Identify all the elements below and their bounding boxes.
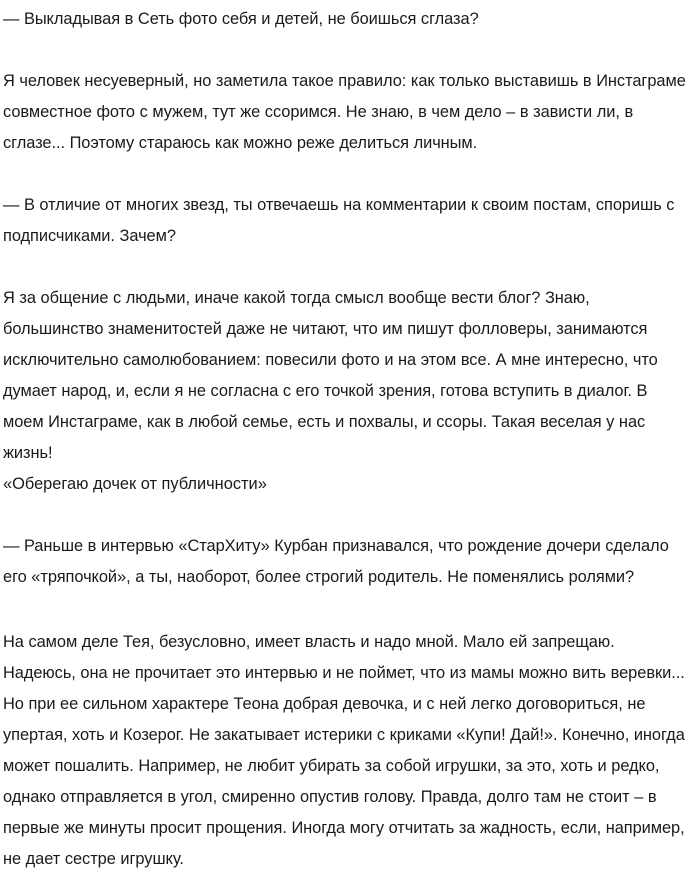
interview-answer-1: Я человек несуеверный, но заметила такое правило: как только выставишь в Инстаграме совместное фото с мужем, тут же ссоримся. Не знаю, в чем дело – в зависти ли, в сглазе... Поэтому стараюсь как можно реже делиться личным. [3, 72, 686, 152]
interview-answer-2: Я за общение с людьми, иначе какой тогда смысл вообще вести блог? Знаю, большинство знаменитостей даже не читают, что им пишут фолловеры, занимаются исключительно самолюбованием: повесили фото и на этом все. А мне интересно, что думает народ, и, если я не согласна с его точкой зрения, готова вступить в диалог. В моем Инстаграме, как в любой семье, есть и похвалы, и ссоры. Такая веселая у нас жизнь! [3, 289, 658, 462]
interview-question-3: — Раньше в интервью «СтарХиту» Курбан признавался, что рождение дочери сделало его «тряпочкой», а ты, наоборот, более строгий родитель. Не поменялись ролями? [3, 537, 669, 586]
interview-question-2: — В отличие от многих звезд, ты отвечаешь на комментарии к своим постам, споришь с подписчиками. Зачем? [3, 196, 675, 245]
article-body [0, 4, 699, 875]
interview-answer-3: На самом деле Тея, безусловно, имеет власть и надо мной. Мало ей запрещаю. Надеюсь, она не прочитает это интервью и не поймет, что из мамы можно вить веревки... Но при ее сильном характере Теона добрая девочка, и с ней легко договориться, не упертая, хоть и Козерог. Не закатывает истерики с криками «Купи! Дай!». Конечно, иногда может пошалить. Например, не любит убирать за собой игрушки, за это, хоть и редко, однако отправляется в угол, смиренно опустив голову. Правда, долго там не стоит – в первые же минуты просит прощения. Иногда могу отчитать за жадность, если, например, не дает сестре игрушку. [3, 633, 685, 868]
section-heading: «Оберегаю дочек от публичности» [3, 475, 267, 493]
interview-question-1: — Выкладывая в Сеть фото себя и детей, не боишься сглаза? [3, 10, 479, 28]
